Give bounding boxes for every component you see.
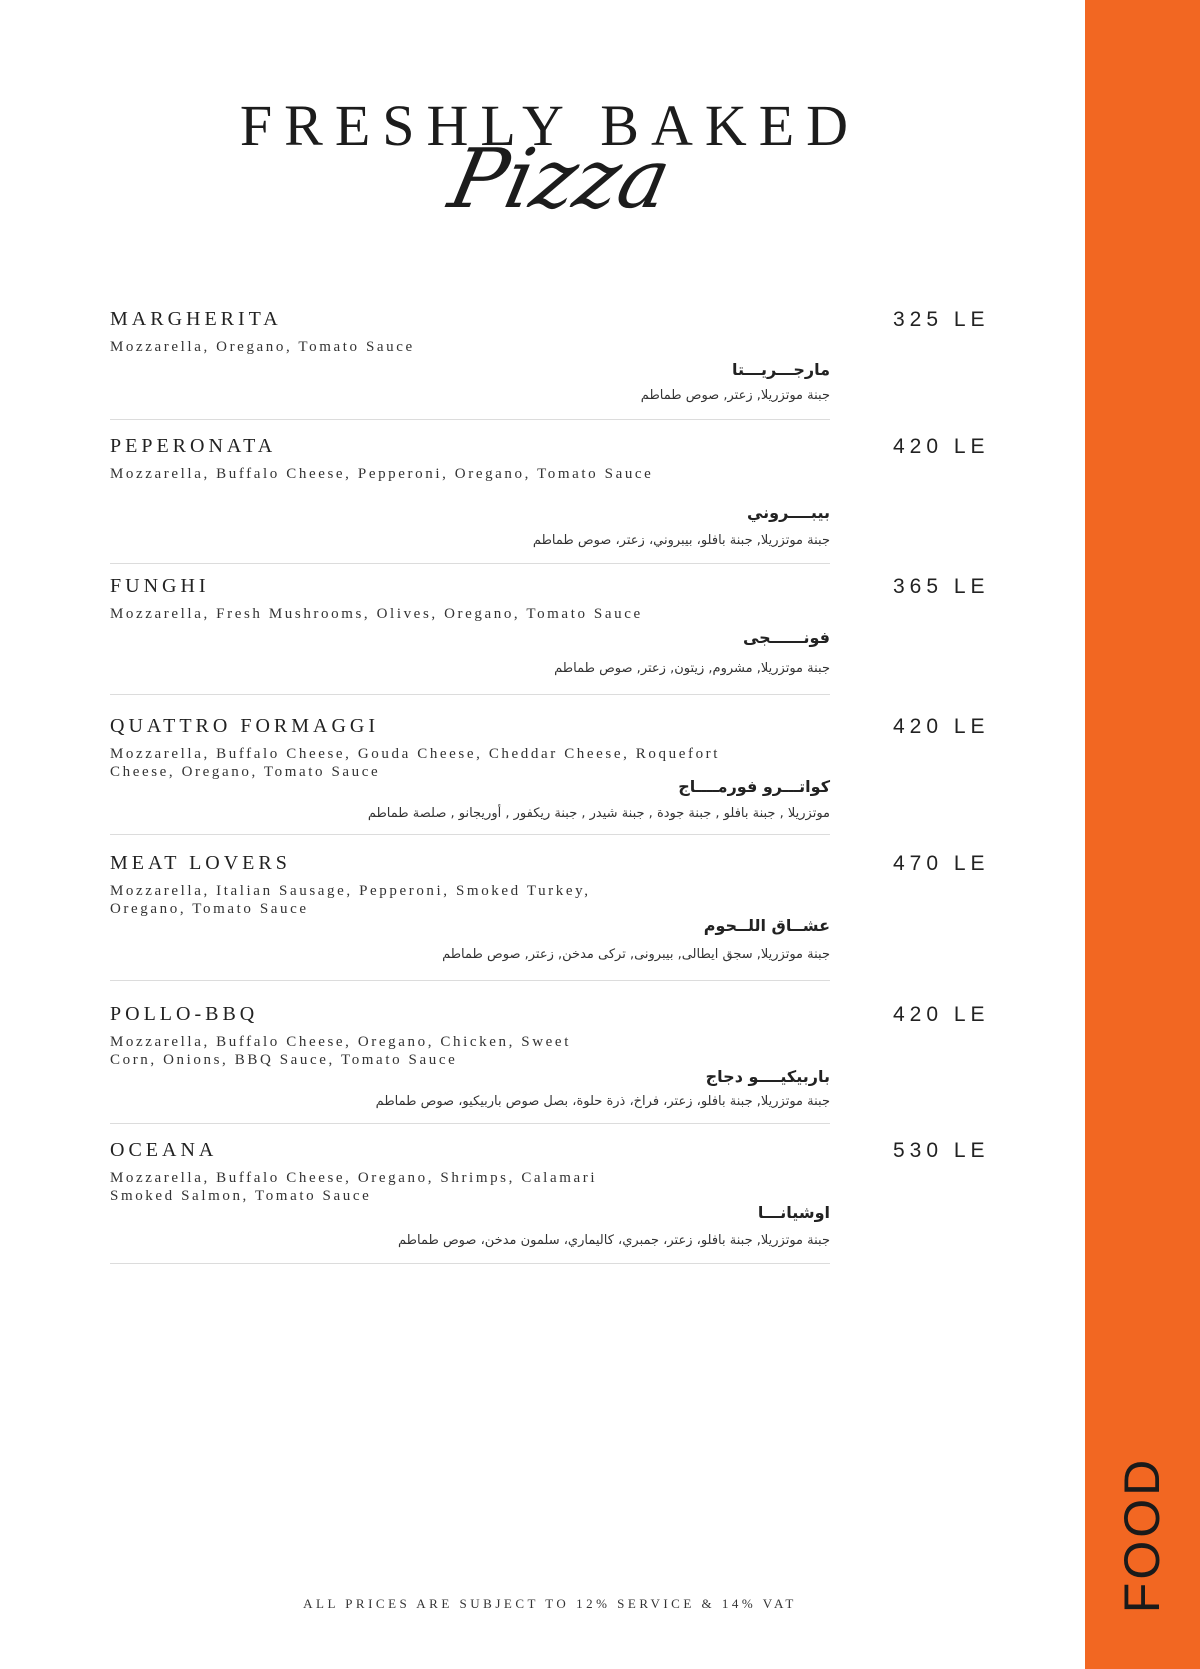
item-arabic-name: عشــاق اللــحوم	[703, 916, 830, 935]
menu-header	[0, 92, 1085, 242]
item-price: 420 LE	[893, 715, 990, 738]
item-arabic-name: بيبــــروني	[746, 503, 830, 522]
item-description: Mozzarella, Buffalo Cheese, Gouda Cheese, Cheddar Cheese, Roquefort Cheese, Oregano, Tomato Sauce	[110, 746, 721, 780]
item-arabic-description: جبنة موتزريلا, سجق ايطالى, بيبرونى, تركى مدخن, زعتر, صوص طماطم	[442, 947, 830, 962]
item-price: 530 LE	[893, 1139, 990, 1162]
price-disclaimer: ALL PRICES ARE SUBJECT TO 12% SERVICE & 14% VAT	[303, 1596, 797, 1611]
item-arabic-name: كواتـــرو فورمــــاج	[678, 777, 830, 796]
section-label-food: FOOD	[1114, 1456, 1170, 1614]
item-arabic-name: باربيكيــــو دجاج	[705, 1067, 830, 1086]
item-arabic-description: جبنة موتزريلا, مشروم, زيتون, زعتر, صوص طماطم	[554, 661, 830, 676]
item-arabic-description: جبنة موتزريلا, جبنة بافلو، زعتر، جمبري، كاليماري، سلمون مدخن، صوص طماطم	[398, 1233, 830, 1248]
item-divider	[110, 980, 830, 981]
item-arabic-description: جبنة موتزريلا, زعتر, صوص طماطم	[640, 388, 830, 403]
item-price: 325 LE	[893, 308, 990, 331]
item-name: FUNGHI	[110, 575, 210, 597]
item-divider	[110, 834, 830, 835]
item-price: 365 LE	[893, 575, 990, 598]
item-name: OCEANA	[110, 1139, 218, 1161]
item-arabic-description: جبنة موتزريلا, جبنة بافلو، بيبروني، زعتر، صوص طماطم	[532, 533, 830, 548]
item-divider	[110, 419, 830, 420]
item-divider	[110, 1263, 830, 1264]
header-script-title: Pizza	[441, 132, 679, 227]
item-arabic-name: مارجـــريـــتا	[732, 360, 830, 379]
item-price: 420 LE	[893, 1003, 990, 1026]
accent-side-band	[1085, 0, 1200, 1669]
item-name: MEAT LOVERS	[110, 852, 291, 874]
item-description: Mozzarella, Fresh Mushrooms, Olives, Oregano, Tomato Sauce	[110, 606, 643, 622]
item-divider	[110, 694, 830, 695]
item-description: Mozzarella, Buffalo Cheese, Oregano, Shrimps, Calamari Smoked Salmon, Tomato Sauce	[110, 1170, 598, 1204]
item-price: 470 LE	[893, 852, 990, 875]
item-description: Mozzarella, Buffalo Cheese, Oregano, Chicken, Sweet Corn, Onions, BBQ Sauce, Tomato Sauce	[110, 1034, 571, 1068]
item-name: QUATTRO FORMAGGI	[110, 715, 380, 737]
item-name: PEPERONATA	[110, 435, 277, 457]
item-description: Mozzarella, Oregano, Tomato Sauce	[110, 339, 415, 355]
item-description: Mozzarella, Buffalo Cheese, Pepperoni, Oregano, Tomato Sauce	[110, 466, 654, 482]
item-description: Mozzarella, Italian Sausage, Pepperoni, Smoked Turkey, Oregano, Tomato Sauce	[110, 883, 591, 917]
header-title: FRESHLY BAKED	[239, 93, 861, 158]
item-name: POLLO-BBQ	[110, 1003, 259, 1025]
item-price: 420 LE	[893, 435, 990, 458]
item-divider	[110, 1123, 830, 1124]
item-divider	[110, 563, 830, 564]
item-arabic-name: فونــــــجى	[742, 628, 830, 647]
item-arabic-description: جبنة موتزريلا, جبنة بافلو، زعتر، فراخ، ذرة حلوة، بصل صوص باربيكيو، صوص طماطم	[375, 1094, 830, 1109]
item-arabic-name: اوشيانـــا	[757, 1203, 830, 1222]
item-name: MARGHERITA	[110, 308, 282, 330]
item-arabic-description: موتزريلا , جبنة بافلو , جبنة جودة , جبنة شيدر , جبنة ريكفور , أوريجانو , صلصة طماطم	[367, 806, 830, 821]
